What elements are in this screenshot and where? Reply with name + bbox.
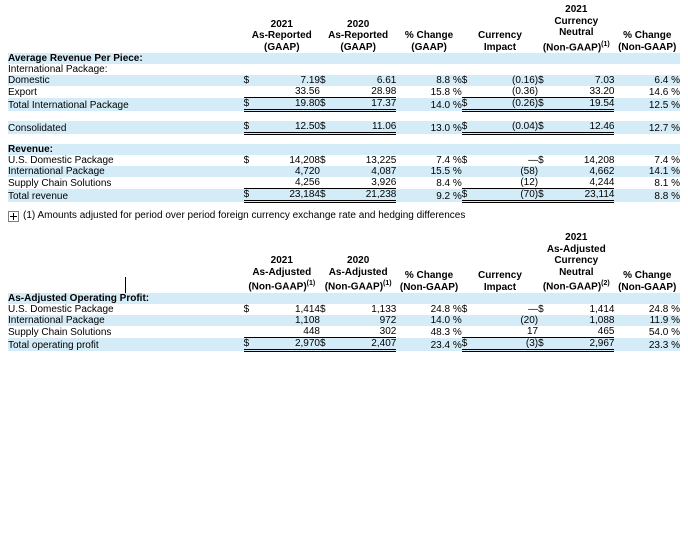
- value-2020: 21,238: [335, 189, 396, 202]
- row-spacer: [8, 134, 680, 145]
- header-pct-change: % Change: [404, 30, 454, 42]
- header-neutral-nongaap: (Non-GAAP)$^{(1)}$: [542, 40, 610, 53]
- currency-symbol: $: [462, 189, 477, 202]
- value-currency-impact: (58): [520, 166, 539, 178]
- header-neutral-currency: Currency: [554, 15, 599, 27]
- footnote-ref-1b: (1): [383, 280, 392, 288]
- value-2020: 302: [335, 326, 396, 338]
- value-pct-change: 24.8 %: [430, 304, 462, 316]
- value-currency-neutral: 12.46: [553, 121, 614, 134]
- value-currency-neutral: 33.20: [553, 86, 614, 98]
- table-row: [8, 315, 680, 326]
- value-pct-change-gaap: 14.0 %: [430, 99, 462, 111]
- currency-symbol: $: [244, 98, 259, 111]
- currency-symbol: $: [538, 155, 544, 167]
- row-label-international-package: International Package: [8, 166, 105, 178]
- header-pct-change-nongaap-2: [396, 232, 461, 293]
- table-row-section: [8, 293, 680, 304]
- value-currency-impact: (3): [477, 338, 538, 351]
- currency-symbol: $: [320, 189, 335, 202]
- value-2020: 2,407: [335, 338, 396, 351]
- table-row: [8, 86, 680, 98]
- value-currency-impact: (12): [477, 177, 538, 189]
- value-2021: 2,970: [259, 338, 320, 351]
- row-label-supply-chain-solutions: Supply Chain Solutions: [8, 177, 112, 189]
- currency-symbol: $: [538, 304, 544, 316]
- header-nongaap-2020: (Non-GAAP)$^{(1)}$: [324, 280, 392, 293]
- expand-icon[interactable]: [8, 211, 19, 222]
- value-pct-change-nongaap: 14.6 %: [648, 86, 680, 98]
- value-currency-impact: (0.26): [477, 98, 538, 111]
- value-2021: 4,720: [294, 166, 320, 178]
- value-pct-change: 14.0 %: [430, 315, 462, 327]
- currency-symbol: [462, 326, 477, 338]
- header-2021-as-adjusted: [244, 232, 320, 293]
- value-pct-change-gaap: 9.2 %: [436, 190, 462, 202]
- value-2021: 12.50: [259, 121, 320, 134]
- header-neutral-year: 2021: [565, 232, 588, 244]
- value-2020: 6.61: [376, 75, 397, 87]
- value-2021: 14,208: [289, 155, 320, 167]
- header-blank: [8, 4, 244, 53]
- currency-symbol: $: [243, 155, 250, 167]
- value-pct-change-nongaap: 11.9 %: [649, 315, 680, 327]
- value-currency-impact: 17: [477, 326, 538, 338]
- header-pct-change-sub: (Non-GAAP): [399, 281, 459, 293]
- row-label-export: Export: [8, 86, 37, 98]
- currency-symbol: [320, 86, 335, 98]
- currency-symbol: [462, 315, 477, 326]
- value-currency-impact: (70): [477, 189, 538, 202]
- value-pct-change-nongaap: 7.4 %: [654, 155, 680, 167]
- header-neutral-as-adjusted: As-Adjusted: [546, 243, 606, 255]
- header-as-reported: As-Reported: [251, 30, 312, 42]
- header-gaap-2020: (GAAP): [340, 41, 376, 53]
- value-currency-neutral: 14,208: [583, 155, 615, 167]
- header-pct-change-gaap-sub: (GAAP): [411, 41, 447, 53]
- header-year-2021: 2021: [270, 18, 293, 30]
- value-2021: 23,184: [259, 189, 320, 202]
- currency-symbol: [538, 326, 553, 338]
- header-neutral-nongaap-2: (Non-GAAP)$^{(2)}$: [542, 280, 610, 293]
- header-pct-change-nongaap-sub: (Non-GAAP): [618, 41, 677, 53]
- section-title-avg-revenue: Average Revenue Per Piece:: [8, 53, 143, 65]
- table1-header-row: [8, 4, 680, 53]
- footnote-text: [23, 210, 465, 221]
- header-pct-change-gaap: [396, 4, 461, 53]
- currency-symbol: [320, 315, 335, 326]
- currency-symbol: [244, 86, 259, 98]
- value-2021: 1,414: [294, 304, 320, 316]
- row-label-international-package: International Package: [8, 315, 105, 327]
- value-currency-impact: (0.04): [477, 121, 538, 134]
- currency-symbol: [244, 166, 259, 177]
- value-pct-change-nongaap: 12.7 %: [648, 122, 680, 134]
- currency-symbol: [538, 86, 553, 98]
- currency-symbol: $: [461, 75, 468, 87]
- header-year-2020: 2020: [347, 18, 370, 30]
- currency-symbol: [538, 315, 553, 326]
- table-row: [8, 75, 680, 86]
- value-currency-neutral: 23,114: [553, 189, 614, 202]
- currency-symbol: $: [244, 338, 259, 351]
- header-year-2021: 2021: [270, 255, 293, 267]
- value-currency-neutral: 4,244: [553, 177, 614, 189]
- value-pct-change-nongaap: 54.0 %: [648, 326, 680, 338]
- table-row-total: [8, 338, 680, 351]
- table-row-section: [8, 53, 680, 64]
- header-neutral: Neutral: [559, 27, 594, 38]
- currency-symbol: [320, 166, 335, 177]
- table-row-total: [8, 189, 680, 202]
- table-row: [8, 326, 680, 338]
- table-row-total: [8, 121, 680, 134]
- header-pct-change-nongaap: [614, 4, 680, 53]
- value-pct-change-nongaap: 6.4 %: [654, 75, 680, 87]
- footnote-ref-2: (2): [601, 280, 610, 288]
- currency-symbol: $: [320, 121, 335, 134]
- row-label-domestic: Domestic: [8, 75, 50, 87]
- table-row: [8, 304, 680, 315]
- table-row: [8, 155, 680, 166]
- value-currency-neutral: 19.54: [553, 98, 614, 111]
- value-pct-change-nongaap: 24.8 %: [648, 304, 680, 316]
- value-2020: 11.06: [335, 121, 396, 134]
- currency-symbol: [244, 326, 259, 338]
- value-pct-change-nongaap: 8.8 %: [654, 190, 680, 202]
- subheader-international-package: International Package:: [8, 64, 108, 76]
- header-currency-impact: [462, 4, 538, 53]
- value-currency-impact: (20): [520, 315, 539, 327]
- header-2021-as-reported: [244, 4, 320, 53]
- table2-header-row: [8, 232, 680, 293]
- value-2020: 972: [379, 315, 397, 327]
- currency-symbol: [462, 86, 477, 98]
- value-currency-neutral: 1,088: [589, 315, 615, 327]
- value-2020: 4,087: [371, 166, 397, 178]
- currency-symbol: $: [320, 98, 335, 111]
- value-2020: 1,133: [371, 304, 397, 316]
- header-neutral-currency: Currency: [554, 255, 599, 267]
- header-pct-change-sub-2: (Non-GAAP): [618, 281, 677, 293]
- value-pct-change-gaap: 8.8 %: [436, 75, 462, 87]
- footnote-row: [8, 210, 680, 222]
- currency-symbol: $: [244, 189, 259, 202]
- value-2021: 1,108: [294, 315, 320, 327]
- row-label-total-revenue: Total revenue: [8, 190, 69, 202]
- currency-symbol: $: [319, 304, 326, 316]
- value-pct-change-gaap: 8.4 %: [436, 177, 462, 189]
- table-row: [8, 166, 680, 177]
- header-currency: Currency: [477, 270, 522, 282]
- header-pct-change: % Change: [404, 270, 454, 282]
- currency-symbol: $: [538, 338, 553, 351]
- value-pct-change: 48.3 %: [430, 326, 462, 338]
- row-label-total-international: Total International Package: [8, 99, 129, 111]
- value-currency-neutral: 7.03: [595, 75, 615, 87]
- header-impact: Impact: [483, 281, 517, 293]
- currency-symbol: [320, 326, 335, 338]
- currency-symbol: $: [243, 75, 250, 87]
- value-2020: 13,225: [365, 155, 397, 167]
- currency-symbol: $: [244, 121, 259, 134]
- currency-symbol: $: [461, 304, 468, 316]
- table-row: [8, 64, 680, 75]
- header-as-adjusted: As-Adjusted: [252, 266, 312, 278]
- row-label-us-domestic-package: U.S. Domestic Package: [8, 155, 114, 167]
- value-2020: 17.37: [335, 98, 396, 111]
- currency-symbol: $: [319, 75, 326, 87]
- value-pct-change-nongaap: 12.5 %: [648, 99, 680, 111]
- value-currency-impact: —: [528, 304, 539, 316]
- value-pct-change-nongaap: 14.1 %: [648, 166, 680, 178]
- header-impact: Impact: [483, 41, 517, 53]
- value-2021: 33.56: [259, 86, 320, 98]
- header-nongaap: (Non-GAAP)$^{(1)}$: [248, 280, 316, 293]
- currency-symbol: [462, 177, 477, 189]
- row-spacer: [8, 111, 680, 122]
- header-pct-change-2: % Change: [623, 30, 672, 42]
- currency-symbol: $: [461, 155, 468, 167]
- header-year-2020: 2020: [347, 255, 370, 267]
- value-currency-impact: (0.36): [477, 86, 538, 98]
- value-currency-impact: —: [528, 155, 539, 167]
- value-currency-neutral: 465: [553, 326, 614, 338]
- value-pct-change-nongaap: 8.1 %: [654, 177, 680, 189]
- currency-symbol: $: [462, 338, 477, 351]
- header-currency-neutral: [538, 4, 614, 53]
- table-row-total: [8, 98, 680, 111]
- value-pct-change-gaap: 7.4 %: [436, 155, 462, 167]
- financial-table-operating-profit: [8, 232, 680, 352]
- currency-symbol: $: [538, 121, 553, 134]
- value-pct-change-gaap: 15.8 %: [430, 86, 462, 98]
- value-2021: 448: [259, 326, 320, 338]
- header-blank-2: [8, 232, 244, 293]
- value-2020: 28.98: [335, 86, 396, 98]
- table-row-section: [8, 144, 680, 155]
- currency-symbol: $: [462, 121, 477, 134]
- value-currency-impact: (0.16): [511, 75, 539, 87]
- currency-symbol: $: [538, 189, 553, 202]
- header-2020-as-reported: [320, 4, 396, 53]
- currency-symbol: [462, 166, 477, 177]
- row-label-supply-chain-solutions: Supply Chain Solutions: [8, 326, 112, 338]
- header-currency-impact-2: [462, 232, 538, 293]
- footnote-marker: (1): [23, 210, 36, 222]
- value-pct-change-gaap: 13.0 %: [430, 122, 462, 134]
- currency-symbol: [244, 315, 259, 326]
- header-pct-change-nongaap-3: [614, 232, 680, 293]
- value-2021: 4,256: [259, 177, 320, 189]
- currency-symbol: $: [320, 338, 335, 351]
- row-label-consolidated: Consolidated: [8, 122, 67, 134]
- header-pct-change-2: % Change: [623, 270, 672, 282]
- row-label-us-domestic-package: U.S. Domestic Package: [8, 304, 114, 316]
- value-currency-neutral: 2,967: [553, 338, 614, 351]
- header-as-reported-2020: As-Reported: [328, 30, 389, 42]
- value-currency-neutral: 4,662: [589, 166, 615, 178]
- header-as-adjusted-2020: As-Adjusted: [328, 266, 388, 278]
- footnote-body: Amounts adjusted for period over period foreign currency exchange rate and hedging differences: [37, 210, 466, 222]
- header-2020-as-adjusted: [320, 232, 396, 293]
- value-pct-change-nongaap: 23.3 %: [648, 339, 680, 351]
- header-currency: Currency: [477, 30, 522, 42]
- section-title-revenue: Revenue:: [8, 144, 54, 156]
- value-pct-change: 23.4 %: [430, 339, 462, 351]
- value-2021: 19.80: [259, 98, 320, 111]
- currency-symbol: $: [538, 98, 553, 111]
- header-neutral-year: 2021: [565, 4, 588, 15]
- table-row: [8, 177, 680, 189]
- footnote-ref-1: (1): [601, 40, 610, 48]
- header-as-adjusted-currency-neutral: [538, 232, 614, 293]
- currency-symbol: $: [243, 304, 250, 316]
- financial-table-revenue: [8, 4, 680, 203]
- footnote-ref-1: (1): [306, 280, 316, 288]
- currency-symbol: [538, 166, 553, 177]
- value-currency-neutral: 1,414: [589, 304, 615, 316]
- row-label-total-operating-profit: Total operating profit: [8, 339, 99, 351]
- header-gaap: (GAAP): [264, 41, 300, 53]
- section-title-as-adjusted-operating-profit: As-Adjusted Operating Profit:: [8, 293, 150, 305]
- currency-symbol: [320, 177, 335, 189]
- currency-symbol: [538, 177, 553, 189]
- header-neutral: Neutral: [559, 266, 594, 278]
- value-2021: 7.19: [300, 75, 320, 87]
- currency-symbol: $: [538, 75, 544, 87]
- currency-symbol: $: [319, 155, 326, 167]
- currency-symbol: $: [462, 98, 477, 111]
- currency-symbol: [244, 177, 259, 189]
- text-cursor: [125, 277, 126, 293]
- value-2020: 3,926: [335, 177, 396, 189]
- value-pct-change-gaap: 15.5 %: [430, 166, 462, 178]
